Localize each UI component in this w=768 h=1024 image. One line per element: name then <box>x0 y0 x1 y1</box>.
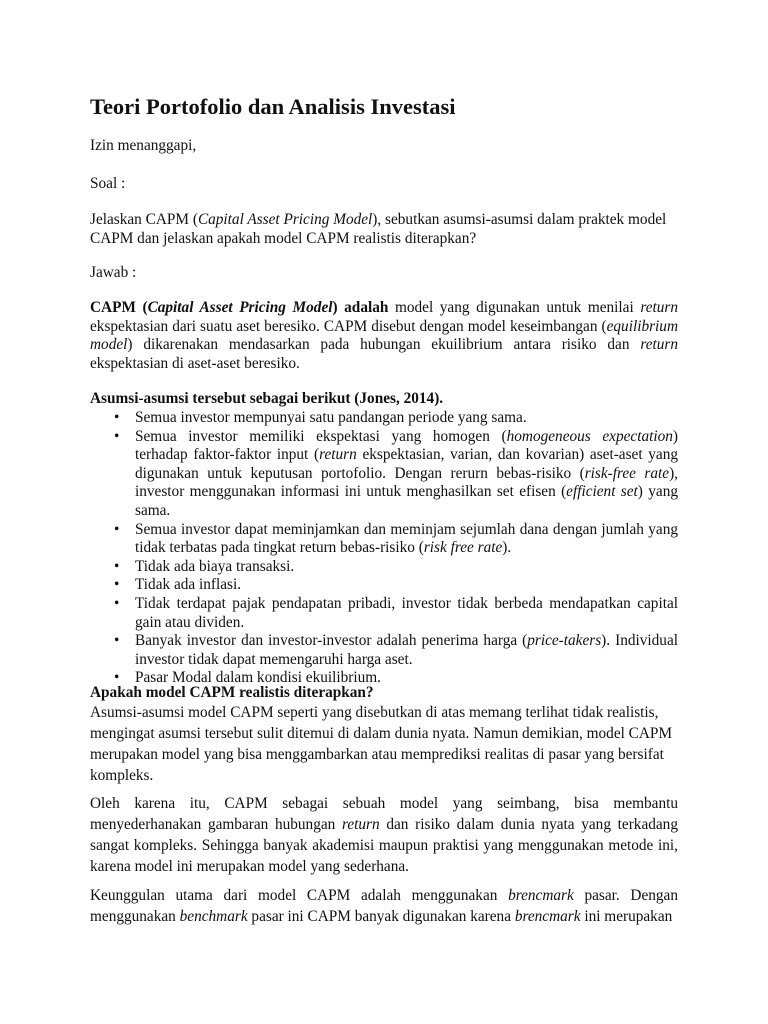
realistic-paragraph-1: Asumsi-asumsi model CAPM seperti yang disebutkan di atas memang terlihat tidak realistis, mengingat asumsi tersebut sulit ditemui di dalam dunia nyata. Namun demikian, model CAPM merupakan model yang bisa menggambarkan atau memprediksi realitas di pasar yang bersifat kompleks. <box>90 704 673 784</box>
assumption-item: • Tidak ada inflasi. <box>90 576 678 595</box>
realistic-paragraph-2: Oleh karena itu, CAPM sebagai sebuah model yang seimbang, bisa membantu menyederhanakan gambaran hubungan return dan risiko dalam dunia nyata yang terkadang sangat kompleks. Sehingga banyak akademisi maupun praktisi yang menggunakan metode ini, karena model ini merupakan model yang sederhana. <box>90 795 678 875</box>
assumption-item: • Tidak terdapat pajak pendapatan pribadi, investor tidak berbeda mendapatkan capital gain atau dividen. <box>90 595 678 632</box>
assumption-item: • Semua investor dapat meminjamkan dan meminjam sejumlah dana dengan jumlah yang tidak terbatas pada tingkat return bebas-risiko (risk free rate). <box>90 521 678 558</box>
assumptions-heading: Asumsi-asumsi tersebut sebagai berikut (Jones, 2014). <box>90 390 444 407</box>
assumptions-list <box>90 409 678 688</box>
assumption-item: • Semua investor memiliki ekspektasi yang homogen (homogeneous expectation) terhadap faktor-faktor input (return ekspektasian, varian, dan kovarian) aset-aset yang digunakan untuk keputusan portofolio. Dengan rerurn bebas-risiko (risk-free rate), investor menggunakan informasi ini untuk menghasilkan set efisen (efficient set) yang sama. <box>90 428 678 521</box>
assumption-item: • Tidak ada biaya transaksi. <box>90 558 678 577</box>
assumption-item: • Pasar Modal dalam kondisi ekuilibrium. <box>90 669 678 688</box>
greeting: Izin menanggapi, <box>90 137 197 154</box>
definition-paragraph: CAPM (Capital Asset Pricing Model) adalah model yang digunakan untuk menilai return ekspektasian dari suatu aset beresiko. CAPM disebut dengan model keseimbangan (equilibrium model) dikarenakan mendasarkan pada hubungan ekuilibrium antara risiko dan return ekspektasian di aset-aset beresiko. <box>90 299 678 372</box>
assumption-item: • Banyak investor dan investor-investor adalah penerima harga (price-takers). Individual investor tidak dapat memengaruhi harga aset. <box>90 632 678 669</box>
question-paragraph: Jelaskan CAPM (Capital Asset Pricing Model), sebutkan asumsi-asumsi dalam praktek model CAPM dan jelaskan apakah model CAPM realistis diterapkan? <box>90 211 667 247</box>
document-title: Teori Portofolio dan Analisis Investasi <box>90 94 456 119</box>
jawab-label: Jawab : <box>90 264 137 281</box>
realistic-paragraph-3: Keunggulan utama dari model CAPM adalah menggunakan brencmark pasar. Dengan menggunakan benchmark pasar ini CAPM banyak digunakan karena brencmark ini merupakan <box>90 887 678 925</box>
soal-label: Soal : <box>90 175 126 192</box>
assumption-item: • Semua investor mempunyai satu pandangan periode yang sama. <box>90 409 678 428</box>
realistic-heading: Apakah model CAPM realistis diterapkan? <box>90 684 374 701</box>
